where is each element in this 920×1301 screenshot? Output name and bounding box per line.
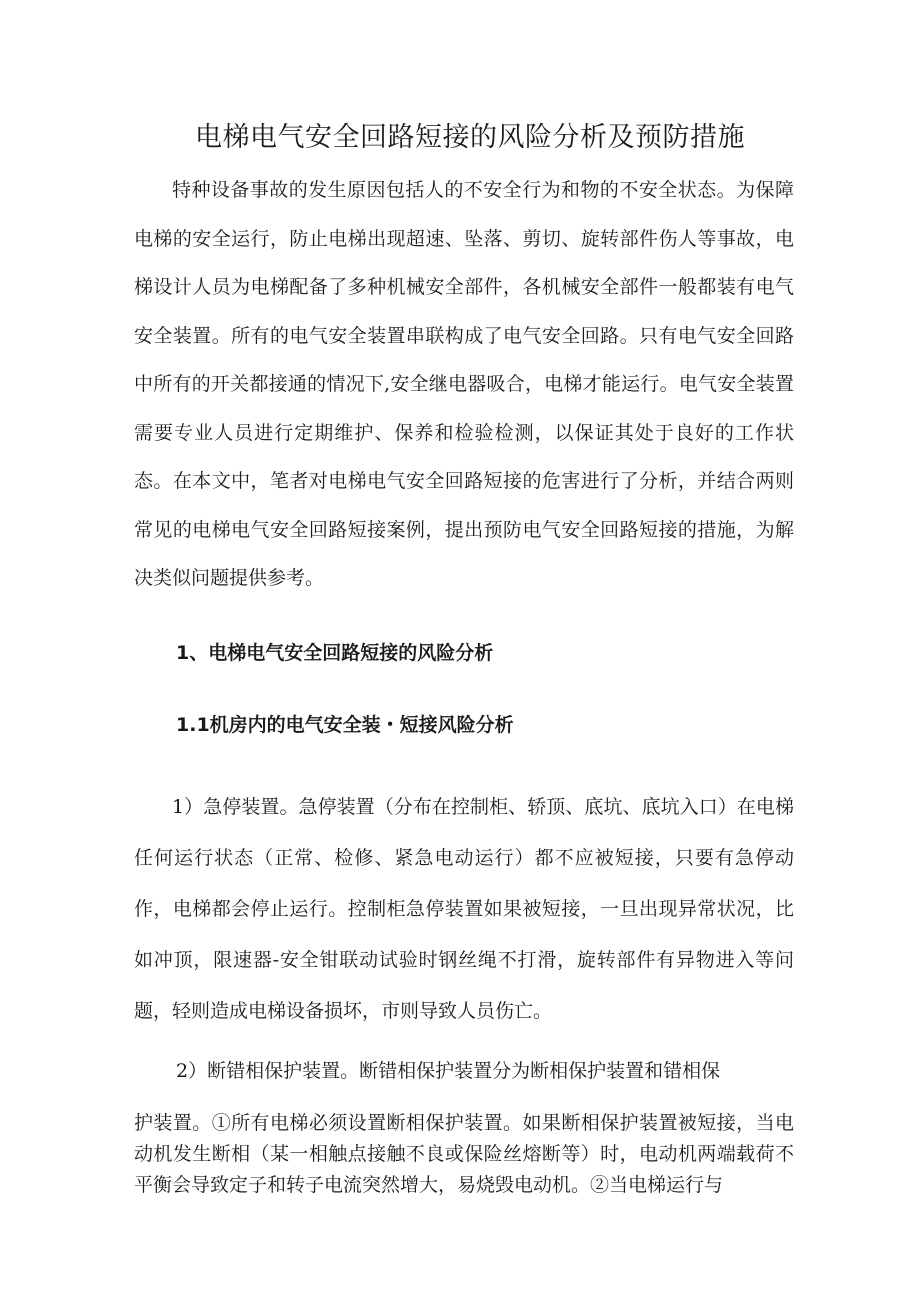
intro-paragraph: 特种设备事故的发生原因包括人的不安全行为和物的不安全状态。为保障电梯的安全运行，防止电梯出现超速、坠落、剪切、旋转部件伤人等事故，电梯设计人员为电梯配备了多种机械安全部件，各机械安全部件一般都装有电气安全装置。所有的电气安全装置串联构成了电气安全回路。只有电气安全回路中所有的开关都接通的情况下,安全继电器吸合，电梯才能运行。电气安全装置需要专业人员进行定期维护、保养和检验检测，以保证其处于良好的工作状态。在本文中，笔者对电梯电气安全回路短接的危害进行了分析，并结合两则常见的电梯电气安全回路短接案例，提出预防电气安全回路短接的措施，为解决类似问题提供参考。 [134,179,794,589]
section-1-heading: 1、电梯电气安全回路短接的风险分析 [176,642,494,664]
emergency-stop-paragraph: 1）急停装置。急停装置（分布在控制柜、轿顶、底坑、底坑入口）在电梯任何运行状态（正常、检修、紧急电动运行）都不应被短接，只要有急停动作，电梯都会停止运行。控制柜急停装置如果被短接，一旦出现异常状况，比如冲顶，限速器-安全钳联动试验时钢丝绳不打滑，旋转部件有异物进入等问题，轻则造成电梯设备损坏，市则导致人员伤亡。 [134,796,794,1022]
section-1-1-heading: 1.1机房内的电气安全装・短接风险分析 [176,714,514,736]
phase-protection-paragraph: 护装置。①所有电梯必须设置断相保护装置。如果断相保护装置被短接，当电动机发生断相（某一相触点接触不良或保险丝熔断等）时，电动机两端载荷不平衡会导致定子和转子电流突然增大，易烧毁电动机。②当电梯运行与 [134,1112,794,1196]
phase-protection-first-line: 2）断错相保护装置。断错相保护装置分为断相保护装置和错相保 [176,1060,721,1082]
document-title: 电梯电气安全回路短接的风险分析及预防措施 [195,122,745,153]
